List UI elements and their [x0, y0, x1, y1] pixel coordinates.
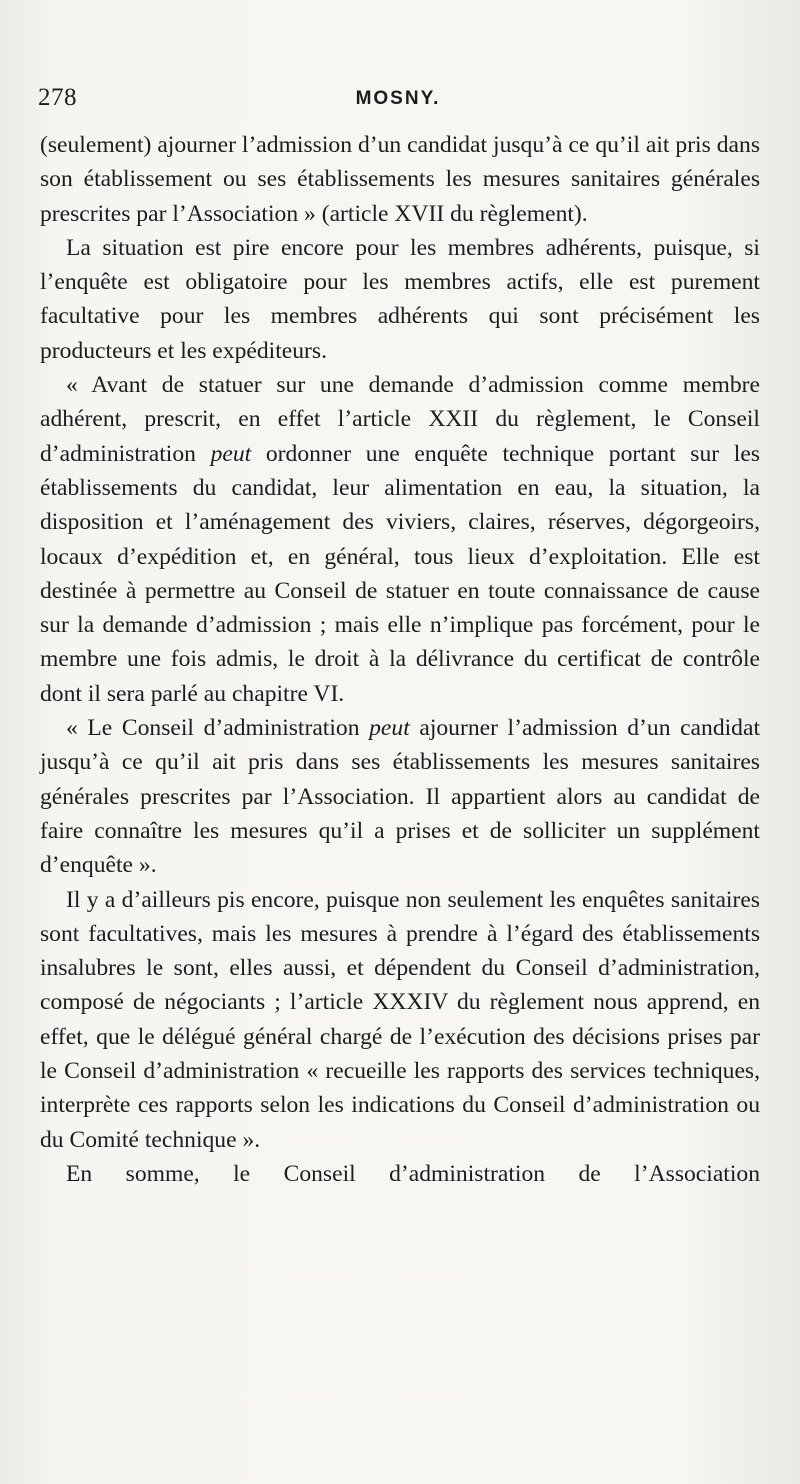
page-number: 278 [38, 84, 77, 111]
paragraph-text: La situation est pire encore pour les membres adhérents, puisque, si l’enquête est obligatoire pour les membres actifs, elle est purement facultative pour les membres adhérents qui sont précisément les producteurs et les expéditeurs. [40, 234, 760, 364]
paragraph-3 [40, 368, 760, 711]
paragraph-6 [40, 1157, 760, 1191]
paragraph-text: « Le Conseil d’administration [66, 715, 370, 742]
body-text [40, 128, 760, 1191]
paragraph-5 [40, 883, 760, 1157]
italic-word: peut [369, 715, 410, 742]
page-header [38, 84, 758, 124]
paragraph-1 [40, 128, 760, 231]
paragraph-text: Il y a d’ailleurs pis encore, puisque non seulement les enquêtes sanitaires sont facultatives, mais les mesures à prendre à l’égard des établissements insalubres le sont, elles aussi, et dépendent du Conseil d’administration, composé de négociants ; l’article XXXIV du règlement nous apprend, en effet, que le délégué général chargé de l’exécution des décisions prises par le Conseil d’administration « recueille les rapports des services techniques, interprète ces rapports selon les indications du Conseil d’administration ou du Comité technique ». [40, 886, 760, 1153]
paragraph-text: ordonner une enquête technique portant sur les établissements du candidat, leur alimentation en eau, la situation, la disposition et l’aménagement des viviers, claires, réserves, dégorgeoirs, locaux d’expédition et, en général, tous lieux d’exploitation. Elle est destinée à permettre au Conseil de statuer en toute connaissance de cause sur la demande d’admission ; mais elle n’implique pas forcément, pour le membre une fois admis, le droit à la délivrance du certificat de contrôle dont il sera parlé au chapitre VI. [40, 440, 760, 707]
paragraph-2 [40, 231, 760, 368]
paragraph-text: En somme, le Conseil d’administration de l’Association [66, 1160, 760, 1187]
italic-word: peut [210, 440, 252, 467]
running-head: MOSNY. [355, 88, 441, 109]
paragraph-text: ajourner l’admission d’un candidat jusqu’à ce qu’il ait pris dans ses établissements les mesures sanitaires générales prescrites par l’Association. Il appartient alors au candidat de faire connaître les mesures qu’il a prises et de solliciter un supplément d’enquête ». [40, 715, 761, 879]
paragraph-4 [40, 711, 760, 882]
paragraph-text: (seulement) ajourner l’admission d’un candidat jusqu’à ce qu’il ait pris dans son établissement ou ses établissements les mesures sanitaires générales prescrites par l’Association » (article XVII du règlement). [40, 132, 760, 227]
paragraph-text: « Avant de statuer sur une demande d’admission comme membre adhérent, prescrit, en effet l’article XXII du règlement, le Conseil d’administration [40, 372, 760, 467]
